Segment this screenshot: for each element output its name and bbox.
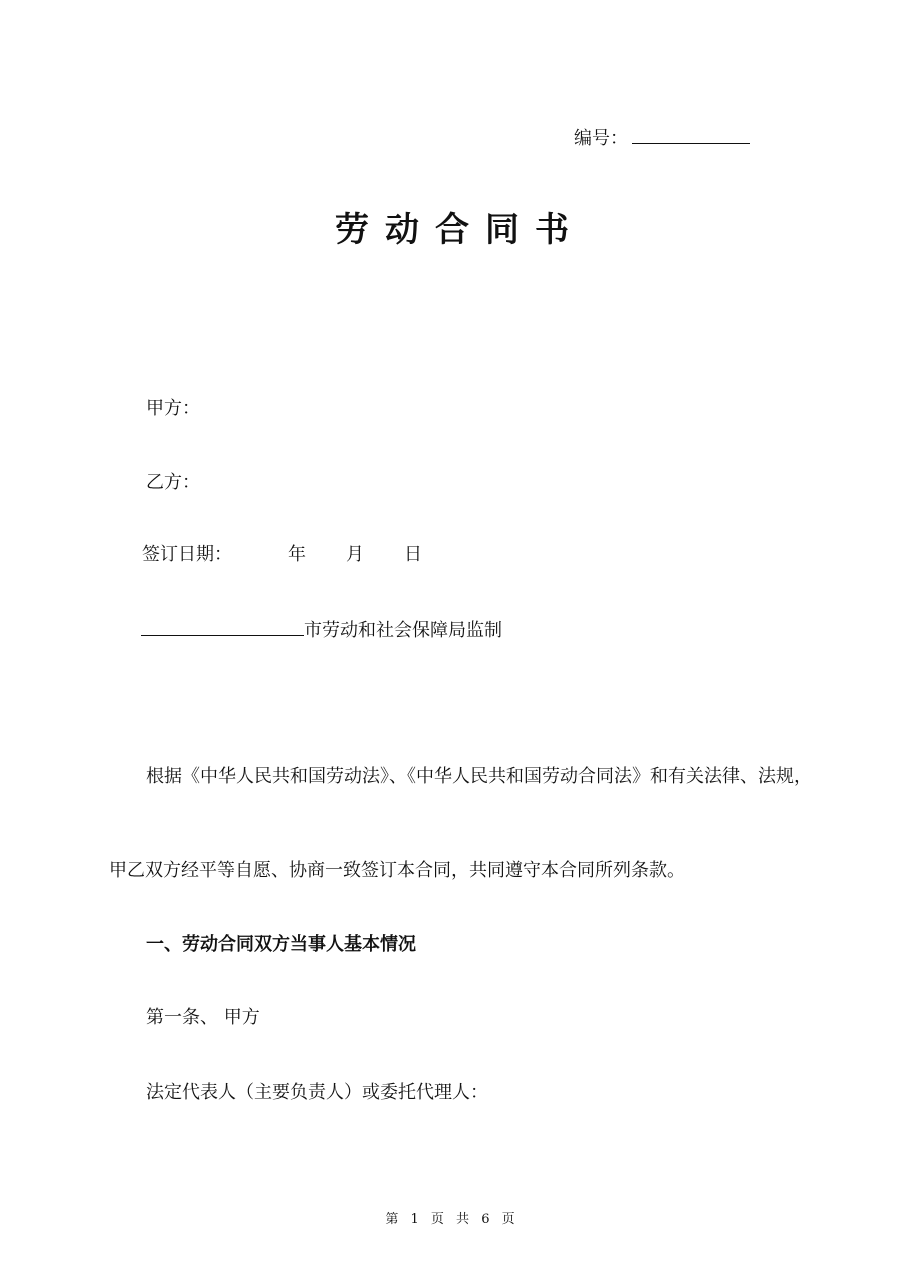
document-number (574, 124, 750, 150)
supervisor-city-blank (141, 617, 304, 636)
supervisor-line (141, 616, 502, 642)
section-heading: 一、劳动合同双方当事人基本情况 (146, 934, 416, 955)
sign-date-day: 日 (404, 544, 422, 565)
party-a-label: 甲方： (146, 398, 200, 419)
article-heading: 第一条、 甲方 (146, 1007, 260, 1028)
page-footer: 第 1 页 共 6 页 (385, 1212, 519, 1227)
document-number-blank (632, 125, 750, 144)
sign-date (142, 540, 422, 566)
legal-representative-label: 法定代表人（主要负责人）或委托代理人： (146, 1082, 488, 1103)
intro-paragraph-line-1: 根据《中华人民共和国劳动法》、《中华人民共和国劳动合同法》和有关法律、法规， (146, 766, 812, 787)
supervisor-text: 市劳动和社会保障局监制 (304, 620, 502, 641)
party-b-label: 乙方： (146, 472, 200, 493)
page-title: 劳动合同书 (335, 210, 585, 250)
intro-paragraph-line-2: 甲乙双方经平等自愿、协商一致签订本合同，共同遵守本合同所列条款。 (109, 860, 685, 881)
sign-date-year: 年 (288, 544, 306, 565)
document-number-label: 编号： (574, 128, 628, 149)
sign-date-label: 签订日期： (142, 544, 232, 565)
sign-date-month: 月 (346, 544, 364, 565)
